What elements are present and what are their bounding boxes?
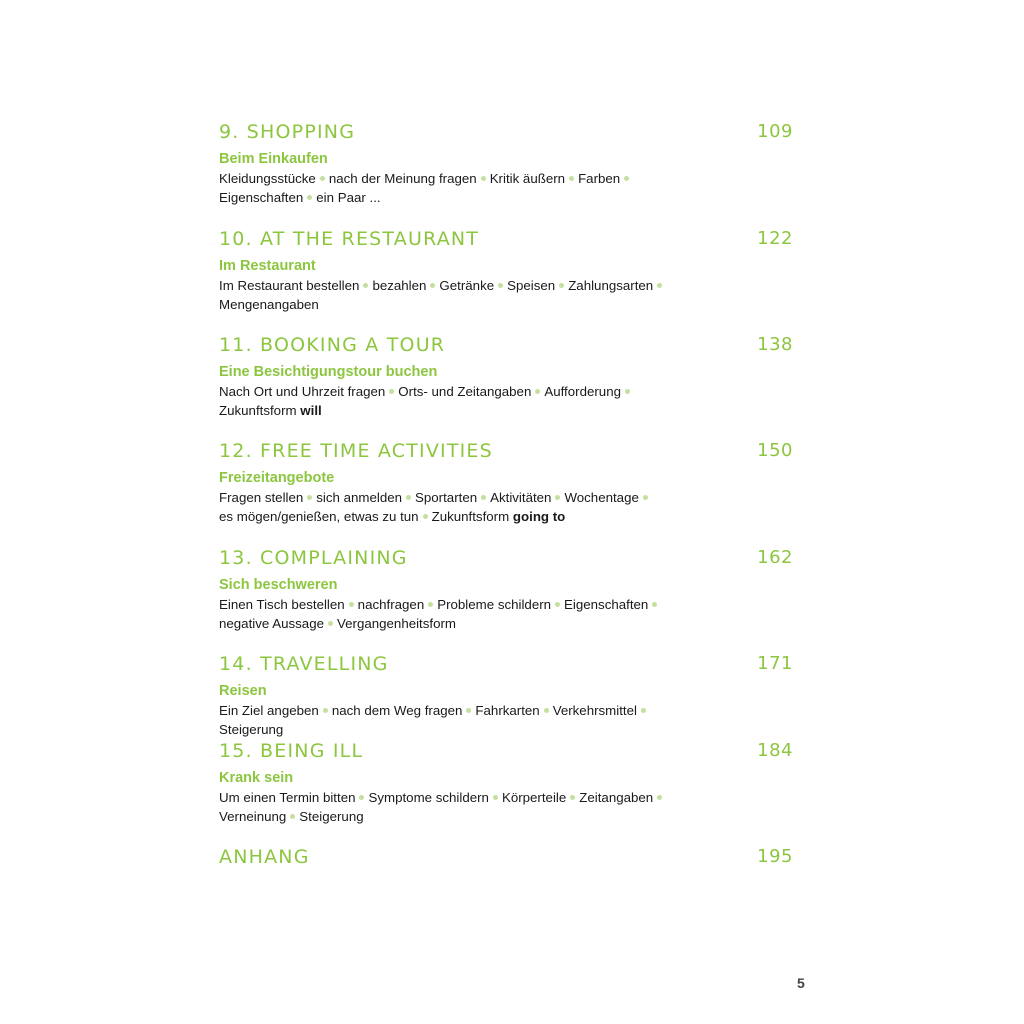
chapter-subtitle: Sich beschweren (219, 577, 338, 593)
topic-item: Steigerung (219, 722, 284, 737)
topic-item: Um einen Termin bitten (219, 790, 356, 805)
bullet-separator-icon (307, 195, 312, 200)
topic-item: Im Restaurant bestellen (219, 278, 360, 293)
topic-item: nachfragen (357, 597, 425, 612)
bullet-separator-icon (555, 602, 560, 607)
topic-item: nach dem Weg fragen (331, 703, 463, 718)
toc-section-restaurant (219, 228, 793, 314)
chapter-page-number[interactable]: 122 (757, 228, 793, 249)
topic-item: Steigerung (299, 809, 364, 824)
bullet-separator-icon (625, 389, 630, 394)
bullet-separator-icon (363, 283, 368, 288)
bullet-separator-icon (544, 708, 549, 713)
topic-item: Verneinung (219, 809, 287, 824)
chapter-page-number[interactable]: 171 (757, 653, 793, 674)
topic-list (219, 595, 689, 633)
toc-section-booking-tour (219, 334, 793, 420)
topic-line (219, 169, 689, 188)
topic-item: Eigenschaften (564, 597, 649, 612)
topic-item: Körperteile (501, 790, 567, 805)
topic-item: Speisen (507, 278, 556, 293)
chapter-title[interactable]: 13. COMPLAINING (219, 547, 408, 569)
topic-item: es mögen/genießen, etwas zu tun (219, 509, 419, 524)
topic-item: Sportarten (415, 490, 478, 505)
bullet-separator-icon (320, 176, 325, 181)
chapter-subtitle: Reisen (219, 683, 267, 699)
chapter-subtitle: Beim Einkaufen (219, 151, 328, 167)
topic-list (219, 276, 689, 314)
topic-line (219, 507, 689, 526)
bullet-separator-icon (428, 602, 433, 607)
topic-item: Orts- und Zeitangaben (398, 384, 532, 399)
topic-list (219, 788, 689, 826)
toc-section-being-ill (219, 740, 793, 826)
topic-item: Vergangenheitsform (336, 616, 456, 631)
chapter-page-number[interactable]: 184 (757, 740, 793, 761)
bullet-separator-icon (569, 176, 574, 181)
chapter-page-number[interactable]: 162 (757, 547, 793, 568)
chapter-title[interactable]: 14. TRAVELLING (219, 653, 389, 675)
bullet-separator-icon (493, 795, 498, 800)
topic-line (219, 295, 689, 314)
topic-item-emphasis: going to (512, 509, 566, 524)
topic-line (219, 701, 689, 739)
chapter-title[interactable]: 10. AT THE RESTAURANT (219, 228, 480, 250)
topic-item: Einen Tisch bestellen (219, 597, 345, 612)
topic-item: Zukunftsform (431, 509, 510, 524)
topic-line (219, 595, 689, 614)
topic-item: Aktivitäten (490, 490, 552, 505)
topic-item: sich anmelden (316, 490, 403, 505)
topic-item: Wochentage (564, 490, 639, 505)
topic-item: Nach Ort und Uhrzeit fragen (219, 384, 386, 399)
topic-item: negative Aussage (219, 616, 324, 631)
chapter-title[interactable]: 9. SHOPPING (219, 121, 356, 143)
bullet-separator-icon (423, 514, 428, 519)
topic-item: Verkehrsmittel (552, 703, 637, 718)
bullet-separator-icon (430, 283, 435, 288)
topic-item: bezahlen (372, 278, 427, 293)
topic-item: Symptome schildern (368, 790, 489, 805)
bullet-separator-icon (323, 708, 328, 713)
bullet-separator-icon (555, 495, 560, 500)
topic-line (219, 788, 689, 807)
bullet-separator-icon (570, 795, 575, 800)
topic-item: Zukunftsform (219, 403, 297, 418)
topic-item: Aufforderung (544, 384, 621, 399)
topic-line (219, 488, 689, 507)
bullet-separator-icon (359, 795, 364, 800)
topic-item: Eigenschaften (219, 190, 304, 205)
toc-section-complaining (219, 547, 793, 633)
topic-list (219, 382, 689, 420)
topic-list (219, 701, 689, 739)
topic-item: nach der Meinung fragen (328, 171, 477, 186)
bullet-separator-icon (559, 283, 564, 288)
bullet-separator-icon (498, 283, 503, 288)
chapter-page-number[interactable]: 150 (757, 440, 793, 461)
chapter-title[interactable]: ANHANG (219, 846, 310, 868)
topic-list (219, 169, 689, 207)
topic-item: Mengenangaben (219, 297, 319, 312)
bullet-separator-icon (643, 495, 648, 500)
topic-item: Zeitangaben (579, 790, 654, 805)
bullet-separator-icon (328, 621, 333, 626)
bullet-separator-icon (657, 283, 662, 288)
topic-item: ein Paar ... (316, 190, 381, 205)
topic-item: Getränke (439, 278, 495, 293)
bullet-separator-icon (406, 495, 411, 500)
bullet-separator-icon (657, 795, 662, 800)
toc-section-anhang (219, 846, 793, 872)
topic-list (219, 488, 689, 526)
bullet-separator-icon (624, 176, 629, 181)
topic-item: Fahrkarten (475, 703, 540, 718)
chapter-title[interactable]: 15. BEING ILL (219, 740, 364, 762)
toc-section-travelling (219, 653, 793, 739)
chapter-subtitle: Freizeitangebote (219, 470, 335, 486)
chapter-subtitle: Eine Besichtigungstour buchen (219, 364, 438, 380)
topic-item: Fragen stellen (219, 490, 304, 505)
bullet-separator-icon (290, 814, 295, 819)
topic-line (219, 401, 689, 420)
chapter-page-number[interactable]: 195 (757, 846, 793, 867)
toc-section-free-time (219, 440, 793, 526)
topic-line (219, 188, 689, 207)
chapter-title[interactable]: 12. FREE TIME ACTIVITIES (219, 440, 493, 462)
topic-line (219, 807, 689, 826)
topic-item: Kritik äußern (489, 171, 566, 186)
topic-item: Probleme schildern (437, 597, 552, 612)
bullet-separator-icon (307, 495, 312, 500)
chapter-title[interactable]: 11. BOOKING A TOUR (219, 334, 446, 356)
chapter-subtitle: Im Restaurant (219, 258, 316, 274)
bullet-separator-icon (535, 389, 540, 394)
bullet-separator-icon (652, 602, 657, 607)
topic-line (219, 276, 689, 295)
topic-item: Zahlungsarten (568, 278, 654, 293)
toc-section-shopping (219, 121, 793, 207)
page-number: 5 (797, 975, 805, 991)
topic-line (219, 614, 689, 633)
chapter-page-number[interactable]: 138 (757, 334, 793, 355)
bullet-separator-icon (481, 495, 486, 500)
bullet-separator-icon (641, 708, 646, 713)
topic-item: Kleidungsstücke (219, 171, 316, 186)
chapter-page-number[interactable]: 109 (757, 121, 793, 142)
topic-line (219, 382, 689, 401)
chapter-subtitle: Krank sein (219, 770, 294, 786)
bullet-separator-icon (466, 708, 471, 713)
bullet-separator-icon (481, 176, 486, 181)
bullet-separator-icon (349, 602, 354, 607)
bullet-separator-icon (389, 389, 394, 394)
topic-item: Farben (578, 171, 621, 186)
topic-item-emphasis: will (300, 403, 322, 418)
topic-item: Ein Ziel angeben (219, 703, 319, 718)
